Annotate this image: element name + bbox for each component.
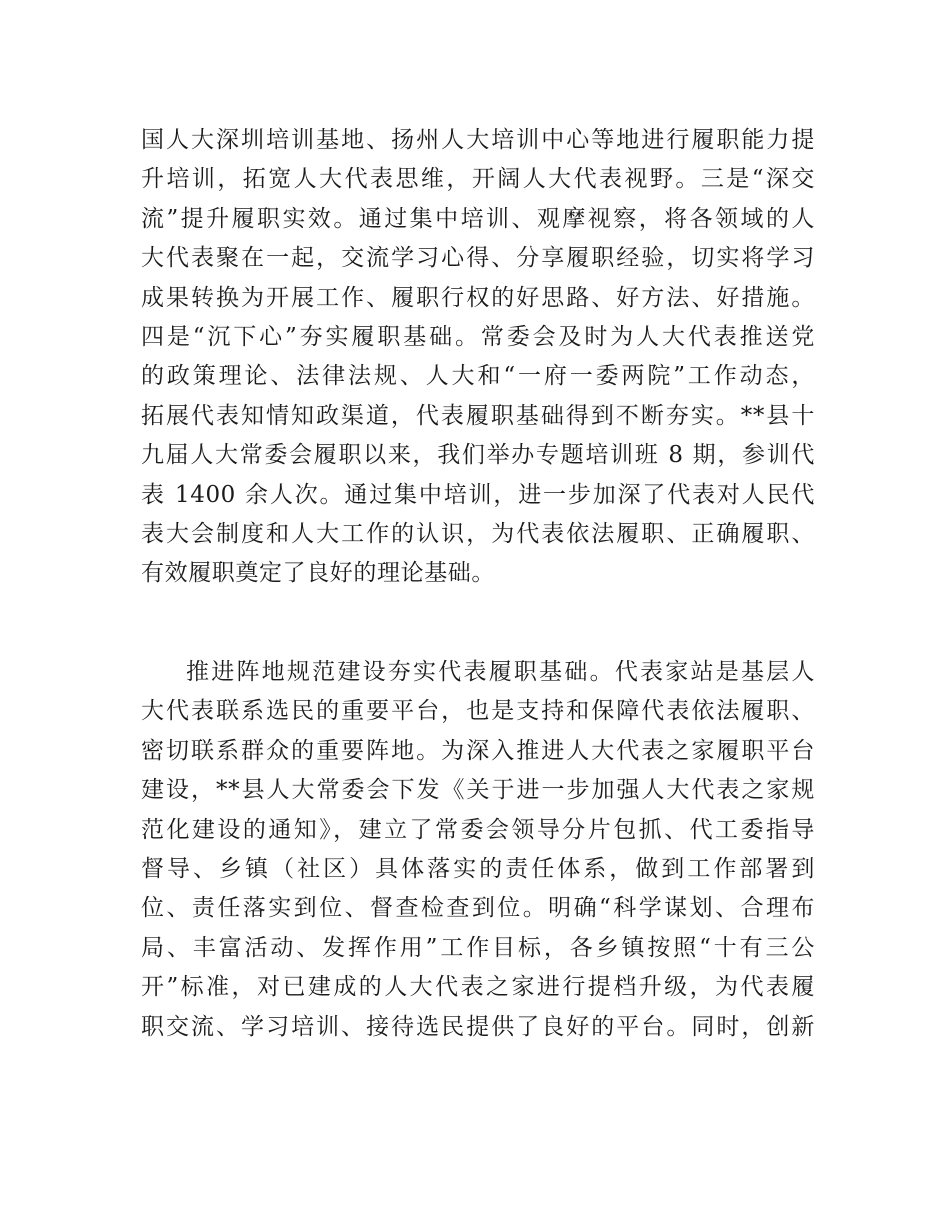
text-line: 大代表联系选民的重要平台，也是支持和保障代表依法履职、: [141, 698, 815, 725]
text-line-last: 有效履职奠定了良好的理论基础。: [141, 560, 495, 587]
text-line: 成果转换为开展工作、履职行权的好思路、好方法、好措施。: [141, 284, 815, 311]
text-line: 范化建设的通知》，建立了常委会领导分片包抓、代工委指导: [141, 816, 815, 843]
text-line: 开”标准，对已建成的人大代表之家进行提档升级，为代表履: [141, 974, 815, 1001]
text-line: 流”提升履职实效。通过集中培训、观摩视察，将各领域的人: [141, 205, 815, 232]
text-line: 建设，**县人大常委会下发《关于进一步加强人大代表之家规: [141, 777, 815, 804]
text-line: 局、丰富活动、发挥作用”工作目标，各乡镇按照“十有三公: [141, 934, 815, 961]
text-line: 国人大深圳培训基地、扬州人大培训中心等地进行履职能力提: [141, 127, 815, 153]
text-line-first: 推进阵地规范建设夯实代表履职基础。代表家站是基层人: [186, 659, 815, 685]
text-line: 的政策理论、法律法规、人大和“一府一委两院”工作动态，: [141, 363, 815, 390]
text-line: 大代表聚在一起，交流学习心得、分享履职经验，切实将学习: [141, 245, 815, 272]
text-line: 职交流、学习培训、接待选民提供了良好的平台。同时，创新: [141, 1013, 815, 1040]
text-line: 位、责任落实到位、督查检查到位。明确“科学谋划、合理布: [141, 895, 815, 922]
text-line: 密切联系群众的重要阵地。为深入推进人大代表之家履职平台: [141, 737, 815, 764]
text-line: 升培训，拓宽人大代表思维，开阔人大代表视野。三是“深交: [141, 166, 815, 193]
text-line: 九届人大常委会履职以来，我们举办专题培训班 8 期，参训代: [141, 442, 815, 469]
text-line: 表 1400 余人次。通过集中培训，进一步加深了代表对人民代: [141, 481, 815, 508]
text-line: 四是“沉下心”夯实履职基础。常委会及时为人大代表推送党: [141, 323, 815, 350]
text-line: 表大会制度和人大工作的认识，为代表依法履职、正确履职、: [141, 520, 815, 547]
paragraph-2: [141, 653, 815, 1047]
text-line: 拓展代表知情知政渠道，代表履职基础得到不断夯实。**县十: [141, 402, 815, 429]
paragraph-1: [141, 121, 815, 594]
text-line: 督导、乡镇（社区）具体落实的责任体系，做到工作部署到: [141, 855, 815, 882]
